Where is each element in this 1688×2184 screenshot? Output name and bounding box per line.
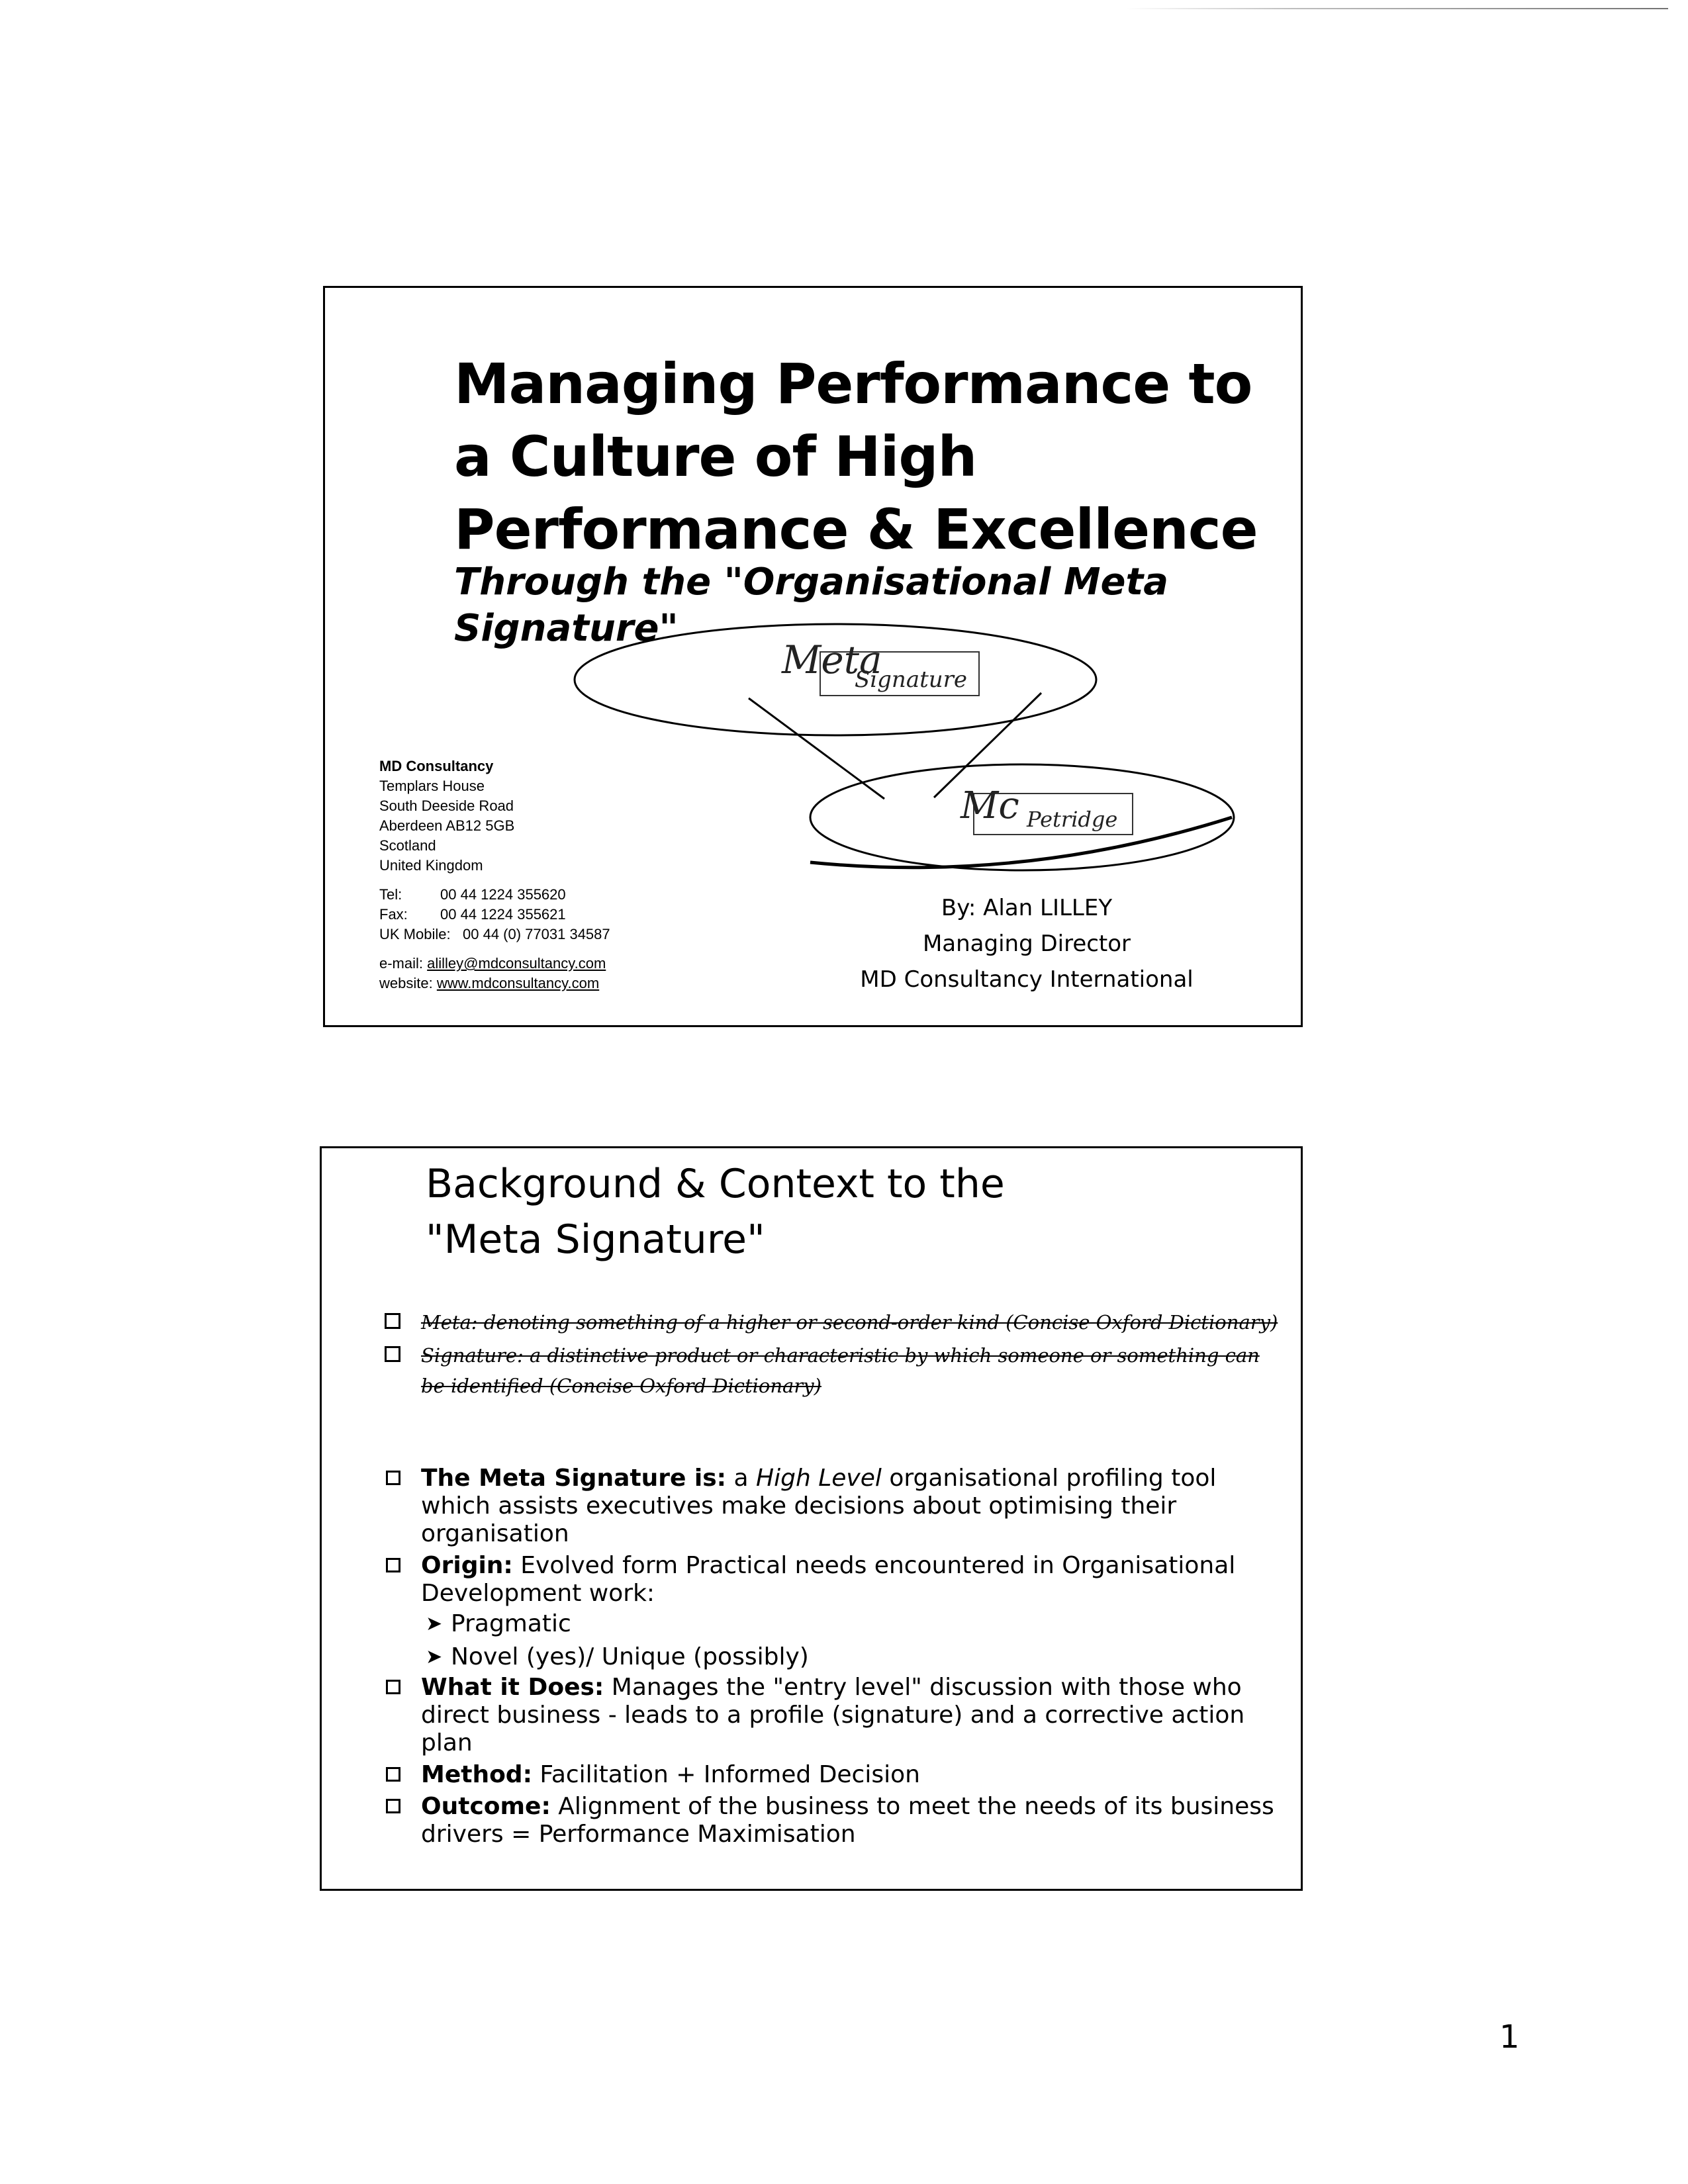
arrow-bullet-icon: ➤ — [426, 1645, 443, 1668]
email-row — [379, 954, 610, 974]
bullet-text: Manages the "entry level" discussion with those who direct business - leads to a profile (signature) and a corrective action plan — [421, 1674, 1245, 1756]
bullet-item — [385, 1793, 1291, 1848]
bullet-label: What it Does: — [421, 1674, 604, 1701]
page-number: 1 — [1499, 2019, 1520, 2056]
fax-label: Fax: — [379, 906, 408, 923]
company-name: MD Consultancy — [379, 758, 494, 774]
mobile-row — [379, 925, 610, 944]
background-slide — [320, 1146, 1303, 1891]
checkbox-icon — [386, 1471, 400, 1485]
author-byline — [841, 890, 1212, 997]
checkbox-icon — [386, 1799, 400, 1813]
tel-row — [379, 885, 610, 905]
struck-definitions — [385, 1307, 1285, 1401]
tel-number: 00 44 1224 355620 — [440, 886, 566, 903]
title-line: a Culture of High — [454, 424, 977, 489]
bullet-label: Outcome: — [421, 1793, 551, 1820]
tel-label: Tel: — [379, 886, 402, 903]
website-link[interactable]: www.mdconsultancy.com — [436, 975, 600, 991]
petridge-logo-word: Petridge — [1027, 807, 1118, 832]
slide-title — [426, 1156, 1005, 1267]
checkbox-icon — [386, 1767, 400, 1782]
title-line: Performance & Excellence — [454, 497, 1258, 562]
bullet-text: Facilitation + Informed Decision — [532, 1761, 920, 1788]
bullet-item — [385, 1674, 1291, 1757]
bullet-item — [385, 1761, 1291, 1789]
signature-logo-word: Signature — [855, 666, 968, 693]
meta-logo-word: Meta — [782, 637, 882, 682]
mobile-number: 00 44 (0) 77031 34587 — [463, 926, 610, 942]
email-label: e-mail: — [379, 955, 424, 972]
bullet-label: The Meta Signature is: — [421, 1465, 727, 1492]
website-label: website: — [379, 975, 433, 991]
bullet-emphasis: High Level — [756, 1465, 882, 1492]
address-line: United Kingdom — [379, 857, 483, 874]
subtitle-line: Signature" — [454, 607, 679, 650]
address-line: Aberdeen AB12 5GB — [379, 817, 515, 834]
fax-row — [379, 905, 610, 925]
connector-line-left — [749, 698, 884, 799]
author-name: By: Alan LILLEY — [941, 895, 1113, 921]
scan-edge-line — [1125, 8, 1668, 9]
mobile-label: UK Mobile: — [379, 926, 451, 942]
bullet-list — [385, 1465, 1291, 1848]
bullet-text: organisational profiling tool which assists executives make decisions about optimising their organisation — [421, 1465, 1217, 1547]
title-line: Background & Context to the — [426, 1161, 1005, 1207]
bottom-ellipse-shadow — [810, 817, 1232, 868]
email-link[interactable]: alilley@mdconsultancy.com — [427, 955, 606, 972]
mc-logo-word: Mc — [961, 784, 1019, 827]
checkbox-icon — [386, 1558, 400, 1572]
address-line: Scotland — [379, 837, 436, 854]
website-row — [379, 974, 610, 993]
definition-item — [385, 1307, 1285, 1338]
author-company: MD Consultancy International — [860, 966, 1194, 993]
sub-bullet-text: Novel (yes)/ Unique (possibly) — [451, 1643, 809, 1670]
fax-number: 00 44 1224 355621 — [440, 906, 566, 923]
author-role: Managing Director — [922, 931, 1131, 957]
address-line: Templars House — [379, 778, 485, 794]
checkbox-icon — [385, 1313, 400, 1329]
checkbox-icon — [385, 1346, 400, 1362]
connector-line-right — [934, 693, 1041, 797]
bullet-item — [385, 1552, 1291, 1608]
subtitle-line: Through the "Organisational Meta — [454, 561, 1169, 604]
contact-details — [379, 756, 610, 993]
bullet-item — [385, 1465, 1291, 1548]
sub-bullet — [385, 1608, 1291, 1641]
checkbox-icon — [386, 1680, 400, 1694]
title-line: "Meta Signature" — [426, 1216, 765, 1263]
bullet-label: Origin: — [421, 1552, 513, 1579]
address-line: South Deeside Road — [379, 797, 514, 814]
bullet-text: a — [726, 1465, 757, 1492]
bullet-text: Alignment of the business to meet the needs of its business drivers = Performance Maximisation — [421, 1793, 1274, 1848]
definition-item — [385, 1340, 1285, 1401]
sub-bullet-text: Pragmatic — [451, 1610, 571, 1637]
sub-bullet — [385, 1641, 1291, 1674]
bottom-ellipse — [810, 764, 1234, 870]
arrow-bullet-icon: ➤ — [426, 1612, 443, 1635]
definition-text: Signature: a distinctive product or characteristic by which someone or something can be identified (Concise Oxford Dictionary) — [421, 1344, 1260, 1397]
definition-text: Meta: denoting something of a higher or second-order kind (Concise Oxford Dictionary) — [421, 1311, 1278, 1334]
bullet-text: Evolved form Practical needs encountered in Organisational Development work: — [421, 1552, 1236, 1607]
bullet-label: Method: — [421, 1761, 532, 1788]
title-slide — [323, 286, 1303, 1027]
title-line: Managing Performance to — [454, 351, 1252, 416]
